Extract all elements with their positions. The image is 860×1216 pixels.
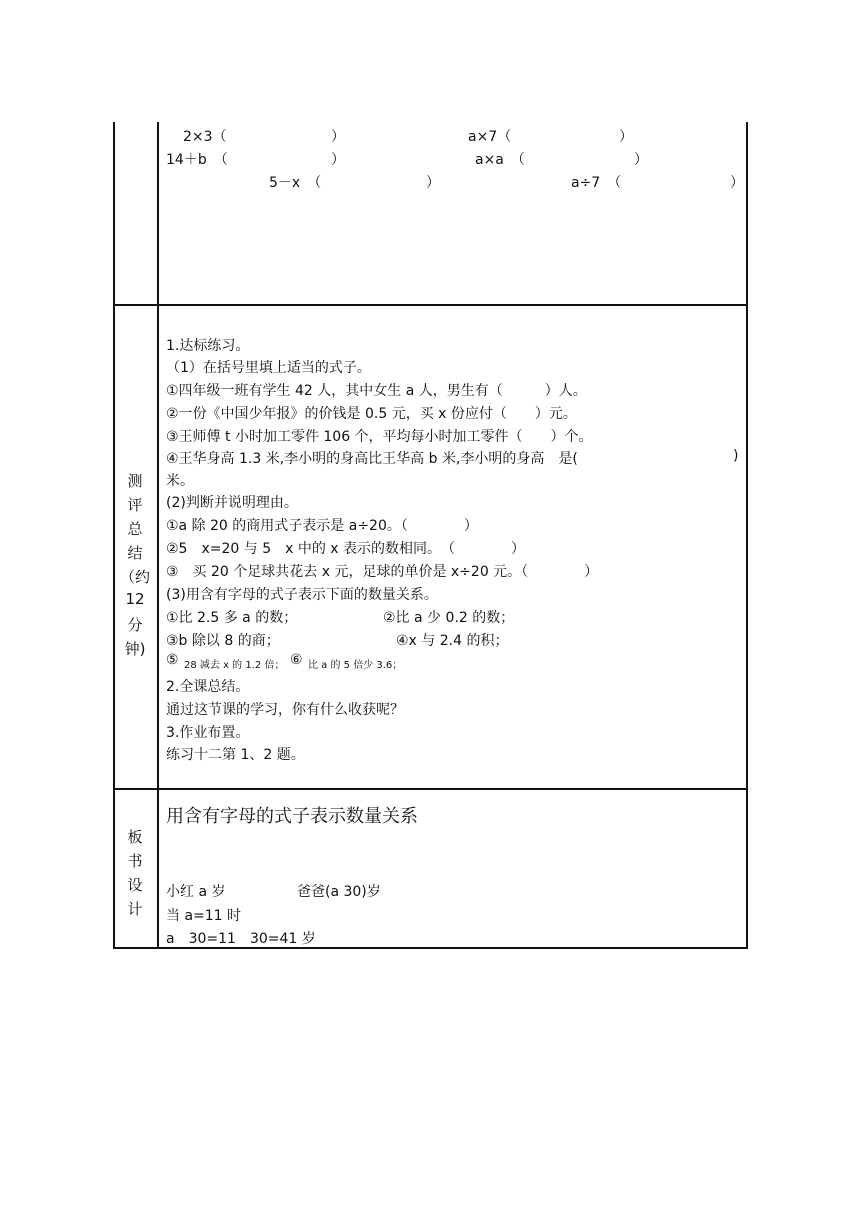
label-char: 计	[127, 900, 143, 918]
expression-paren-close: ）	[426, 175, 440, 191]
label-char: 分	[127, 616, 143, 634]
express-5-marker: ⑤	[166, 652, 179, 668]
table-divider-2	[113, 788, 748, 790]
judge-3: ③ 买 20 个足球共花去 x 元，足球的单价是 x÷20 元。（ ）	[166, 564, 599, 580]
question-4: ④王华身高 1.3 米,李小明的身高比王华高 b 米,李小明的身高 是(	[166, 451, 578, 467]
question-1: ①四年级一班有学生 42 人，其中女生 a 人，男生有（ ）人。	[166, 383, 587, 399]
label-char: 设	[127, 876, 143, 894]
judge-2: ②5 x=20 与 5 x 中的 x 表示的数相同。 （ ）	[166, 541, 526, 557]
label-char: 结	[127, 544, 143, 562]
table-top-left-stub	[113, 122, 115, 304]
question-2: ②一份《中国少年报》的价钱是 0.5 元，买 x 份应付（ ）元。	[166, 406, 577, 422]
question-4-unit: 米。	[166, 473, 194, 489]
blackboard-baba: 爸爸(a 30)岁	[297, 884, 381, 900]
subheading-fill-in: （1）在括号里填上适当的式子。	[166, 360, 371, 376]
expression-paren-close: ）	[730, 175, 744, 191]
express-3: ③b 除以 8 的商；	[166, 633, 280, 649]
express-6: 比 a 的 5 倍少 3.6；	[308, 660, 403, 671]
expression-14-plus-b: 14＋b （	[166, 152, 228, 168]
heading-homework: 3.作业布置。	[166, 725, 250, 741]
expression-2x3: 2×3（	[183, 129, 227, 145]
subheading-express: (3)用含有字母的式子表示下面的数量关系。	[166, 587, 438, 603]
blackboard-condition: 当 a=11 时	[166, 908, 242, 924]
expression-paren-close: ）	[331, 129, 345, 145]
table-right-border	[746, 122, 748, 948]
blackboard-title: 用含有字母的式子表示数量关系	[166, 806, 418, 827]
express-5: 28 减去 x 的 1.2 倍；	[184, 660, 285, 671]
label-char: 书	[127, 852, 143, 870]
label-char: 评	[127, 496, 143, 514]
table-divider-1	[113, 304, 748, 306]
expression-a-div-7: a÷7 （	[571, 175, 622, 191]
summary-prompt: 通过这节课的学习，你有什么收获呢？	[166, 702, 404, 718]
express-4: ④x 与 2.4 的积；	[396, 633, 509, 649]
subheading-judge: (2)判断并说明理由。	[166, 495, 298, 511]
homework-assignment: 练习十二第 1、2 题。	[166, 747, 305, 763]
heading-summary: 2.全课总结。	[166, 679, 250, 695]
label-char: 总	[127, 520, 143, 538]
heading-practice: 1.达标练习。	[166, 338, 250, 354]
expression-5-minus-x: 5－x （	[269, 175, 322, 191]
label-char: 12	[125, 590, 145, 608]
expression-axa: a×a （	[475, 152, 525, 168]
question-3: ③王师傅 t 小时加工零件 106 个，平均每小时加工零件（ ）个。	[166, 429, 593, 445]
table-column-divider	[157, 122, 159, 948]
label-char: （约	[119, 568, 150, 586]
expression-paren-close: ）	[331, 152, 345, 168]
expression-ax7: a×7（	[468, 129, 512, 145]
blackboard-result: a 30=11 30=41 岁	[166, 931, 316, 947]
question-4-close-paren: )	[733, 448, 739, 464]
express-1: ①比 2.5 多 a 的数；	[166, 610, 298, 626]
expression-paren-close: ）	[634, 152, 648, 168]
blackboard-xiaohong: 小红 a 岁	[166, 884, 226, 900]
express-6-marker: ⑥	[290, 652, 303, 668]
label-char: 测	[127, 472, 143, 490]
label-char: 板	[127, 828, 143, 846]
label-char: 钟)	[124, 640, 146, 658]
judge-1: ①a 除 20 的商用式子表示是 a÷20。（ ）	[166, 518, 478, 534]
expression-paren-close: ）	[619, 129, 633, 145]
express-2: ②比 a 少 0.2 的数；	[383, 610, 515, 626]
